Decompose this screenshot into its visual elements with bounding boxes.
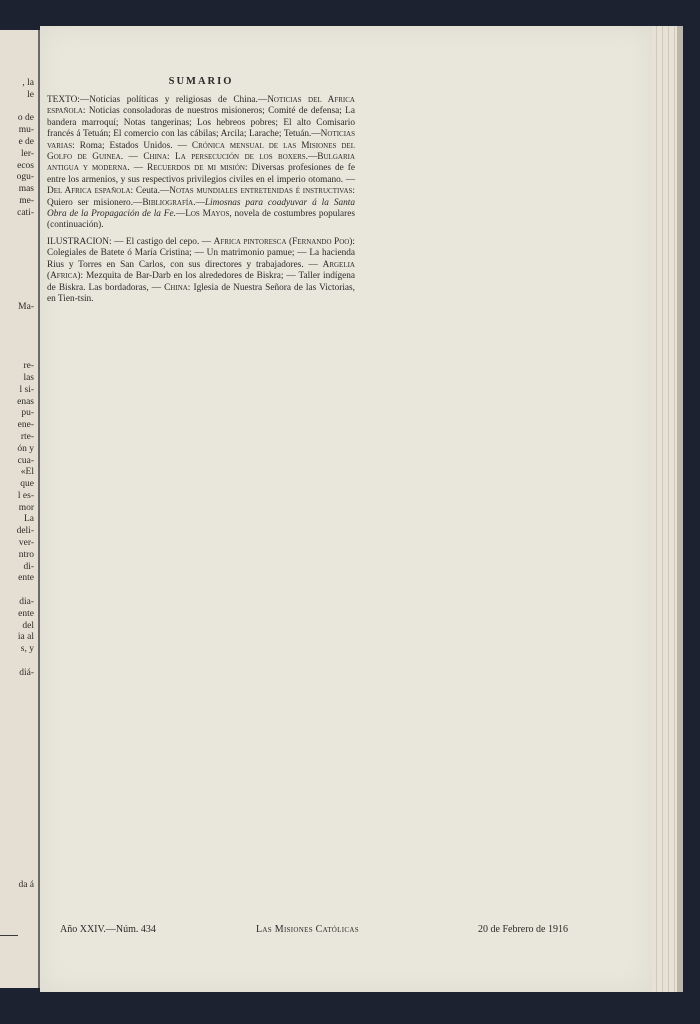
left-page-fragment: las: [23, 372, 34, 383]
left-page-fragment: deli-: [16, 526, 34, 537]
left-page-fragment: [0, 326, 34, 338]
left-page-fragment: [0, 102, 34, 114]
left-page-fragment: ón y: [17, 443, 34, 454]
left-page-fragment: [0, 349, 34, 361]
left-page-fragment: [0, 585, 34, 597]
left-page-fragment: [0, 255, 34, 267]
left-page-fragment: [0, 243, 34, 255]
left-page-fragment: mas: [18, 184, 34, 195]
page-footer: [40, 924, 652, 940]
texto-segment: Quiero ser misionero.—: [47, 197, 143, 208]
ilustracion-paragraph: [47, 237, 355, 305]
texto-paragraph: [47, 95, 355, 232]
left-page-fragment: [0, 703, 34, 715]
left-page-fragment: cua-: [17, 455, 34, 466]
texto-section-heading: Del Africa española:: [47, 186, 134, 197]
texto-segment: Ceuta.—: [133, 186, 170, 197]
left-page-fragment: [0, 786, 34, 798]
left-page-fragment: e de: [18, 136, 34, 147]
texto-segment: Roma; Estados Unidos. —: [74, 140, 192, 151]
publication-name: Las Misiones Católicas: [256, 924, 359, 935]
left-page-fragment: Ma-: [18, 302, 34, 313]
left-page-fragment: [0, 845, 34, 857]
left-page-fragment: re-: [23, 361, 34, 372]
left-page-fragment: l es-: [17, 490, 34, 501]
left-page-fragment: mor: [18, 502, 34, 513]
texto-section-heading: Noticias varias:: [47, 129, 355, 151]
sumario-title: SUMARIO: [168, 76, 234, 87]
texto-segment: —: [308, 152, 318, 163]
left-page-fragment: me-: [19, 195, 34, 206]
left-page-fragment: [0, 691, 34, 703]
texto-section-heading: Notas mundiales entretenidas é instructivas:: [169, 186, 355, 197]
texto-section-heading: Bulgaria antigua y moderna.: [47, 152, 355, 174]
left-page-fragment: [0, 809, 34, 821]
left-page-fragment: [0, 656, 34, 668]
left-page-fragment: [0, 314, 34, 326]
texto-segment: Diversas profesiones de fe entre los armenios, y sus respectivos privilegios civiles en el imperio otomano. —: [47, 163, 355, 185]
texto-section-heading: Recuerdos de mi misión:: [147, 163, 248, 174]
texto-segment: novela de costumbres populares (continuación).: [47, 209, 356, 231]
ilustracion-label: ILUSTRACION:: [47, 236, 112, 247]
ilustracion-section-heading: Argelia (Africa):: [47, 259, 355, 282]
left-page-fragment: [0, 762, 34, 774]
texto-section-heading: Noticias del Africa española:: [47, 95, 355, 117]
sumario-section: [47, 76, 355, 310]
left-page-fragment: [0, 798, 34, 810]
left-page-fragment: s, y: [20, 644, 34, 655]
texto-segment: —: [129, 163, 148, 174]
left-page-fragment: ene-: [17, 420, 34, 431]
left-page-fragment: enas: [17, 396, 34, 407]
texto-segment: —: [123, 152, 144, 163]
left-page-fragment: [0, 833, 34, 845]
left-page-fragment: le: [27, 89, 34, 100]
left-page-fragment: cati-: [17, 207, 34, 218]
issue-date: 20 de Febrero de 1916: [478, 924, 568, 935]
left-page-fragment: dia-: [19, 597, 34, 608]
left-page-fragment: ler-: [21, 148, 34, 159]
left-page-fragment: [0, 220, 34, 232]
texto-segment: —Noticias políticas y religiosas de China.—: [79, 95, 268, 105]
ilustracion-segment: Colegiales de Batete ó María Cristina; — Un matrimonio pamue; — La hacienda Rius y Torres en San Carlos, con sus directores y trabajadores. —: [47, 248, 355, 270]
left-page-fragment: [0, 290, 34, 302]
left-page-fragment: [0, 267, 34, 279]
texto-segment: Noticias consoladoras de nuestros misioneros; Comité de defensa; La bandera marroquí; Notas tangerinas; Los hebreos pobres; El alto Comisario francés á Tetuán; El comercio con las cábilas; Arcila; Larache; Tetuán.—: [47, 106, 355, 140]
left-page-text-fragments: [0, 78, 34, 892]
left-page-fragment: [0, 774, 34, 786]
texto-section-heading: China: La persecución de los boxers.: [143, 152, 308, 163]
ilustracion-section-heading: Africa pintoresca (Fernando Poo):: [213, 236, 355, 247]
left-page-fragment: [0, 715, 34, 727]
left-page-fragment: , la: [22, 78, 34, 88]
left-page-fragment: ente: [18, 608, 34, 619]
texto-segment: —: [175, 209, 186, 220]
texto-segment: —: [195, 197, 205, 208]
left-page-fragment: ver-: [18, 538, 34, 549]
left-page-fragment: l si-: [19, 384, 34, 395]
left-page-fragment: ecos: [17, 160, 34, 171]
left-page-fragment: [0, 231, 34, 243]
ilustracion-segment: Iglesia de Nuestra Señora de las Victorias, en Tien-tsin.: [47, 282, 355, 304]
ilustracion-segment: — El castigo del cepo. —: [111, 236, 214, 247]
left-page-fragment: [0, 857, 34, 869]
ilustracion-section-heading: China:: [164, 282, 191, 293]
document-page: [40, 26, 652, 992]
left-page-fragment: [0, 868, 34, 880]
left-page-rule: [0, 935, 18, 936]
left-page-fragment: La: [23, 514, 34, 525]
left-facing-page: [0, 30, 40, 988]
left-page-fragment: mu-: [18, 125, 34, 136]
left-page-fragment: pu-: [21, 408, 34, 419]
left-page-fragment: [0, 750, 34, 762]
left-page-fragment: ntro: [18, 549, 34, 560]
texto-label: TEXTO:: [47, 95, 80, 105]
left-page-fragment: rte-: [20, 431, 34, 442]
left-page-fragment: «El: [20, 467, 34, 478]
left-page-fragment: ente: [18, 573, 34, 584]
left-page-fragment: da á: [18, 880, 34, 891]
left-page-fragment: ogu-: [16, 172, 34, 183]
left-page-fragment: o de: [17, 113, 34, 124]
texto-italic-title: Limosnas para coadyuvar á la Santa Obra de la Propagación de la Fe.: [47, 197, 355, 220]
left-page-fragment: [0, 680, 34, 692]
left-page-fragment: del: [22, 620, 34, 631]
left-page-fragment: [0, 821, 34, 833]
left-page-fragment: di-: [23, 561, 34, 572]
left-page-fragment: [0, 279, 34, 291]
left-page-fragment: que: [20, 479, 34, 490]
left-page-fragment: [0, 338, 34, 350]
texto-section-heading: Los Mayos,: [185, 209, 232, 220]
ilustracion-segment: Mezquita de Bar-Darb en los alrededores de Biskra; — Taller indígena de Biskra. Las bordadoras, —: [47, 271, 355, 293]
texto-section-heading: Bibliografía.: [142, 197, 196, 208]
left-page-fragment: [0, 727, 34, 739]
left-page-fragment: ia al: [17, 632, 34, 643]
issue-number: Año XXIV.—Núm. 434: [60, 924, 156, 935]
texto-section-heading: Crónica mensual de las Misiones del Golfo de Guinea.: [47, 140, 355, 163]
left-page-fragment: diá-: [19, 667, 34, 678]
left-page-fragment: [0, 739, 34, 751]
